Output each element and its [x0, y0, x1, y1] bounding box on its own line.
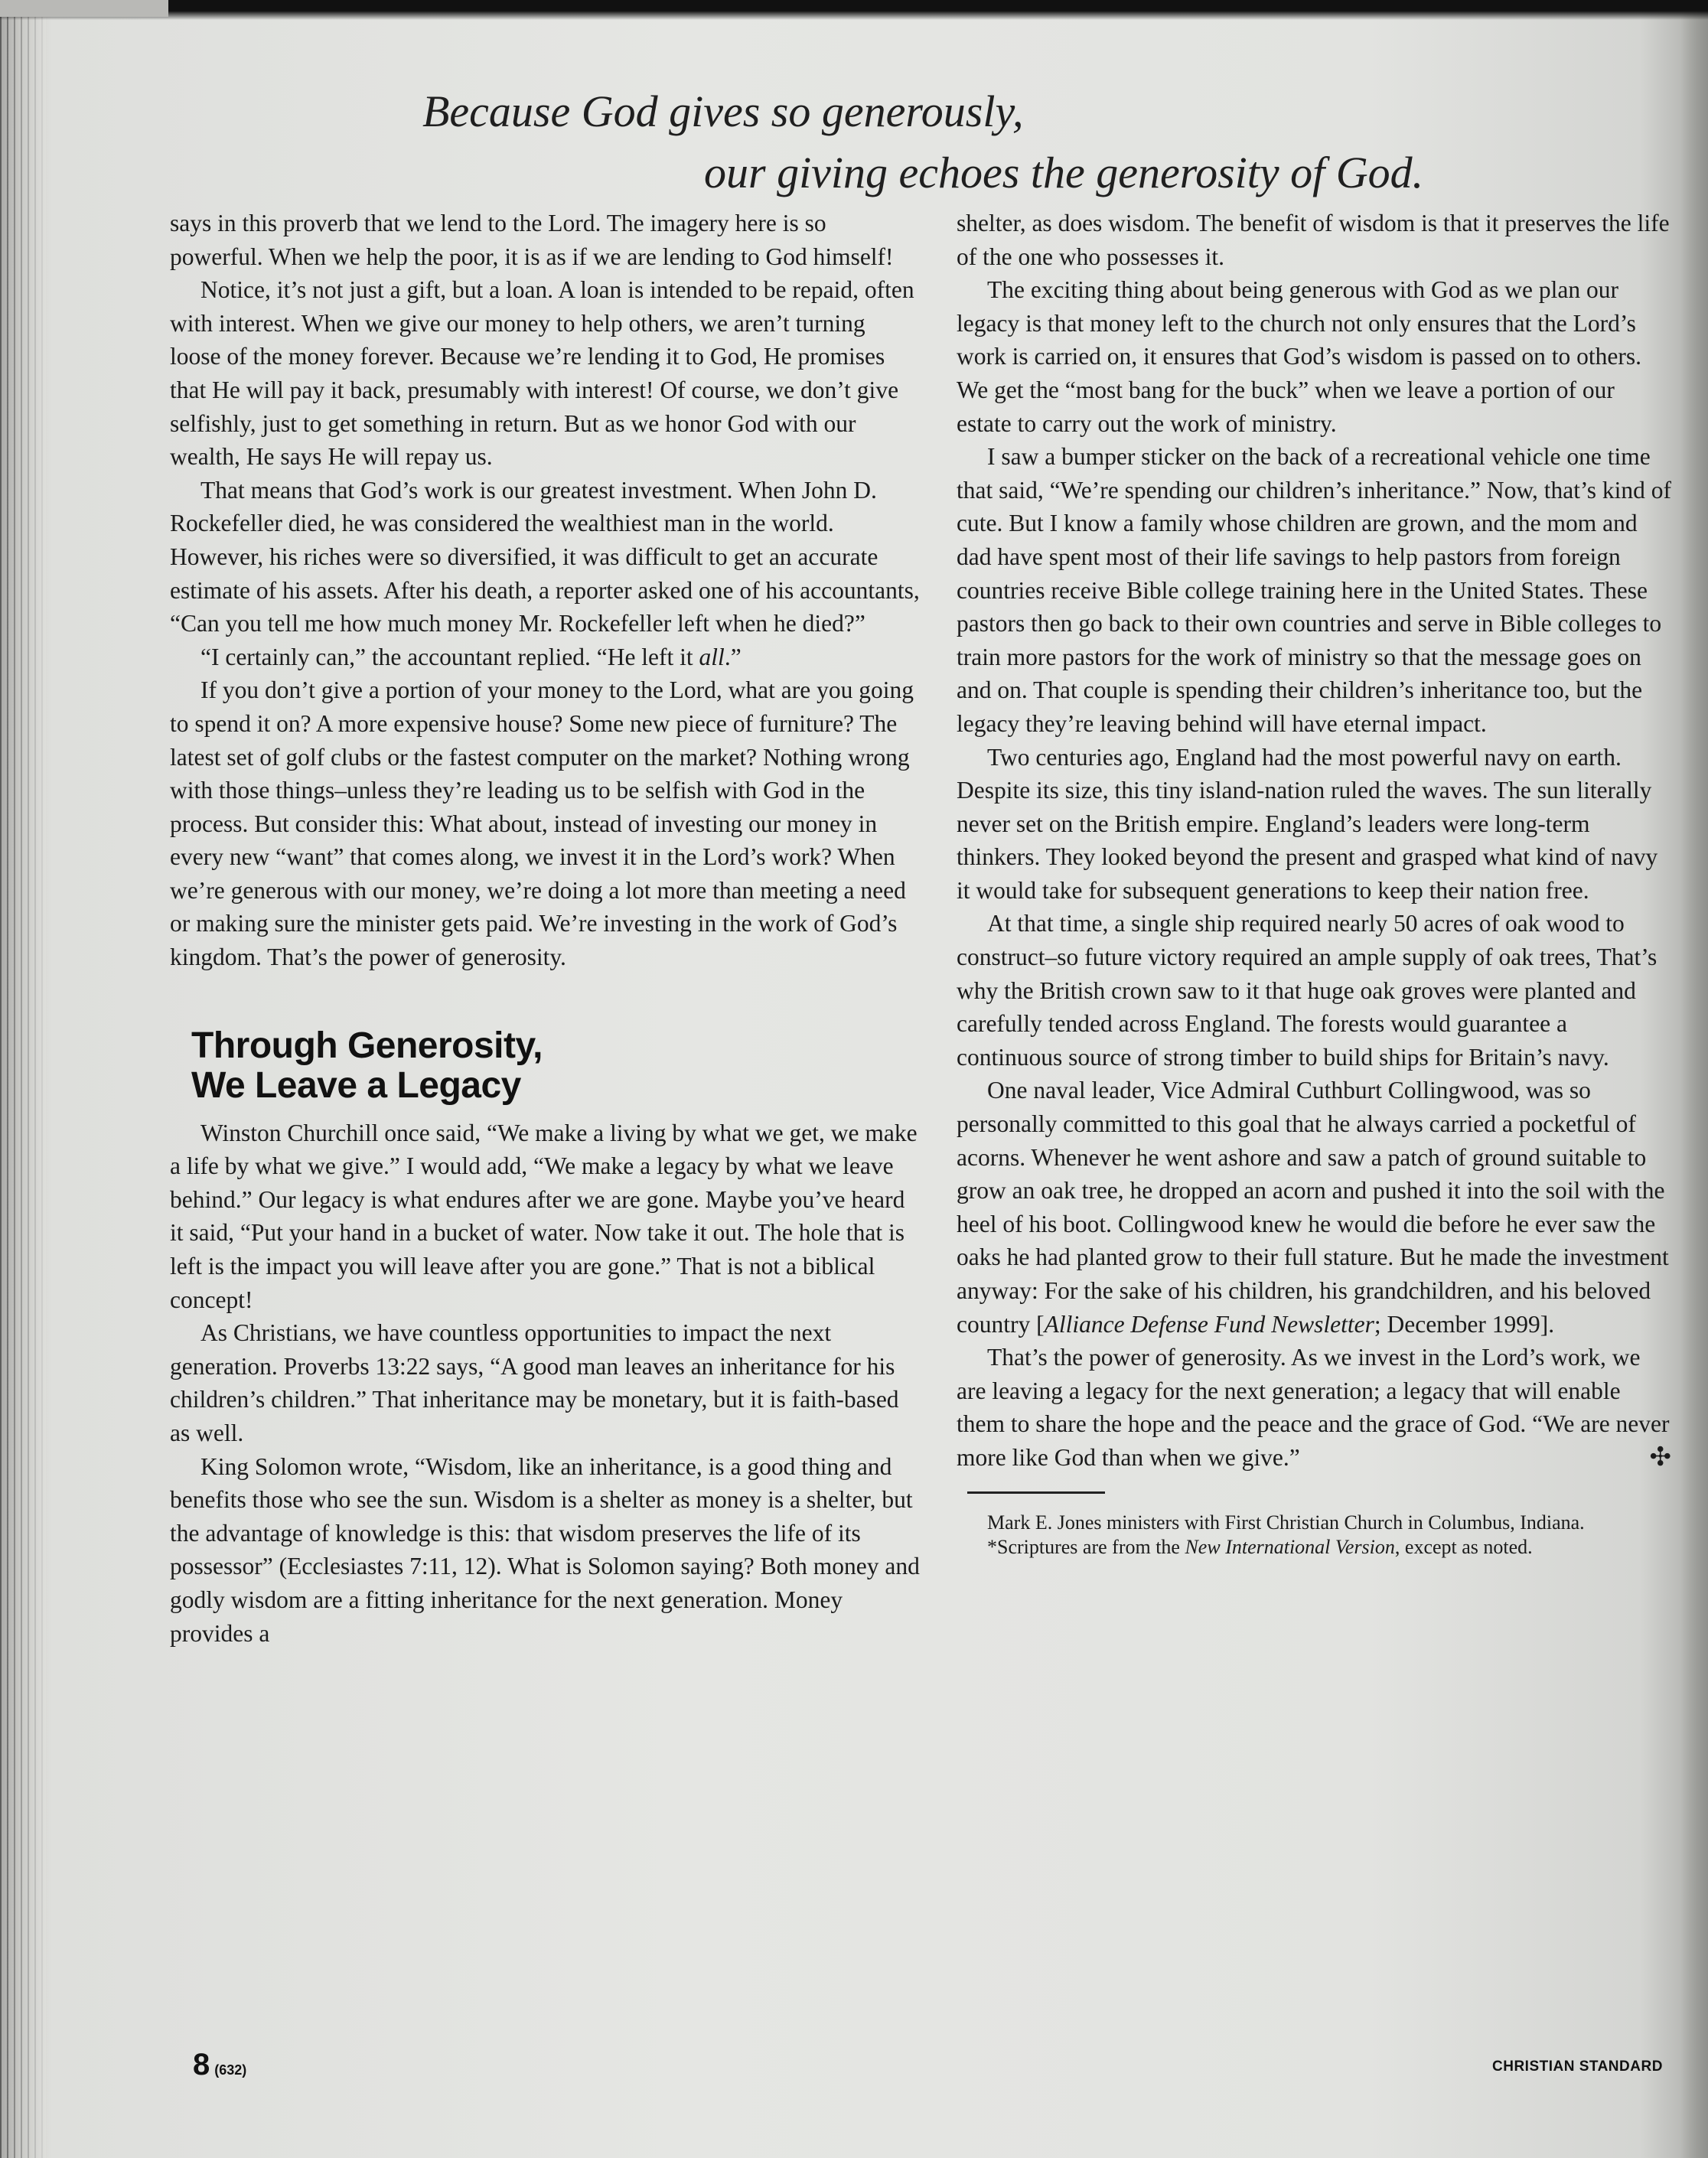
section-heading-line-2: We Leave a Legacy: [191, 1064, 521, 1106]
quote-text: “I certainly can,” the accountant replied. “He left it: [200, 643, 699, 670]
emphasis: all: [699, 643, 725, 670]
body-text: ; December 1999].: [1374, 1310, 1555, 1338]
paragraph: [957, 1341, 1674, 1474]
version-title: New International Version: [1185, 1535, 1395, 1558]
paragraph: Two centuries ago, England had the most powerful navy on earth. Despite its size, this tiny island-nation ruled the waves. The sun literally never set on the British empire. England’s leaders were long-term thinkers. They looked beyond the present and grasped what kind of navy it would take for subsequent generations to keep their nation free.: [957, 743, 1658, 904]
paragraph: As Christians, we have countless opportunities to impact the next generation. Proverbs 13:22 says, “A good man leaves an inheritance for his children’s children.” That inheritance may be monetary, but it is faith-based as well.: [170, 1319, 899, 1446]
citation-title: Alliance Defense Fund Newsletter: [1044, 1310, 1374, 1338]
body-text: One naval leader, Vice Admiral Cuthburt Collingwood, was so personally committed to this goal that he always carried a pocketful of acorns. Whenever he went ashore and saw a patch of ground suitable to grow an oak tree, he dropped an acorn and pushed it into the soil with the heel of his boot. Collingwood knew he would die before he ever saw the oaks he had planted grow to their full stature. But he made the investment anyway: For the sake of his children, his grandchildren, and his beloved country [: [957, 1077, 1669, 1338]
section-heading-line-1: Through Generosity,: [191, 1025, 543, 1066]
pull-quote-line-1: Because God gives so generously,: [422, 86, 1024, 136]
paragraph: Winston Churchill once said, “We make a living by what we get, we make a life by what we give.” I would add, “We make a legacy by what we leave behind.” Our legacy is what endures after we are gone. Maybe you’ve heard it said, “Put your hand in a bucket of water. Now take it out. The hole that is left is the impact you will leave after you are gone.” That is not a biblical concept!: [170, 1119, 918, 1313]
paragraph: shelter, as does wisdom. The benefit of wisdom is that it preserves the life of the one who possesses it.: [957, 210, 1670, 270]
top-edge-shadow: [0, 0, 1708, 20]
paragraph: King Solomon wrote, “Wisdom, like an inheritance, is a good thing and benefits those who see the sun. Wisdom is a shelter as money is a shelter, but the advantage of knowledge is this: that wisdom preserves the life of its possessor” (Ecclesiastes 7:11, 12). What is Solomon saying? Both money and godly wisdom are a fitting inheritance for the next generation. Money provides a: [170, 1452, 920, 1647]
paragraph: [957, 1074, 1674, 1341]
page-curl-shadow: [1680, 0, 1708, 2158]
page-sub-number: (632): [214, 2062, 247, 2078]
binding-edge: [0, 0, 46, 2158]
author-note: Mark E. Jones ministers with First Christian Church in Columbus, Indiana.: [987, 1511, 1585, 1534]
note-text: *Scriptures are from the: [987, 1535, 1185, 1558]
page-folio: [193, 2048, 246, 2082]
right-column: [957, 207, 1674, 1560]
paragraph: At that time, a single ship required nearly 50 acres of oak wood to construct–so future victory required an ample supply of oak trees, That’s why the British crown saw to it that huge oak groves were planted and carefully tended across England. The forests would guarantee a continuous source of strong timber to build ships for Britain’s navy.: [957, 910, 1657, 1071]
body-text: That’s the power of generosity. As we invest in the Lord’s work, we are leaving a legacy for the next generation; a legacy that will enable them to share the hope and the peace and the grace of God. “We are never more like God than when we give.”: [957, 1344, 1670, 1471]
quote-text: .”: [724, 643, 742, 670]
paragraph: If you don’t give a portion of your money to the Lord, what are you going to spend it on? A more expensive house? Some new piece of furniture? The latest set of golf clubs or the fastest computer on the market? Nothing wrong with those things–unless they’re leading us to be selfish with God in the process. But consider this: What about, instead of investing our money in every new “want” that comes along, we invest it in the Lord’s work? When we’re generous with our money, we’re doing a lot more than meeting a need or making sure the minister gets paid. We’re investing in the work of God’s kingdom. That’s the power of generosity.: [170, 676, 914, 971]
end-mark-icon: ✣: [1649, 1442, 1671, 1472]
spacer: [170, 974, 920, 1026]
section-heading: [191, 1026, 920, 1106]
paragraph: That means that God’s work is our greatest investment. When John D. Rockefeller died, he was considered the wealthiest man in the world. However, his riches were so diversified, it was difficult to get an accurate estimate of his assets. After his death, a reporter asked one of his accountants, “Can you tell me how much money Mr. Rockefeller left when he died?”: [170, 476, 920, 637]
pull-quote-line-2: our giving echoes the generosity of God.: [704, 148, 1424, 197]
magazine-name: CHRISTIAN STANDARD: [1492, 2059, 1663, 2075]
paragraph: I saw a bumper sticker on the back of a recreational vehicle one time that said, “We’re spending our children’s inheritance.” Now, that’s kind of cute. But I know a family whose children are grown, and the mom and dad have spent most of their life savings to help pastors from foreign countries receive Bible college training here in the United States. These pastors then go back to their own countries and serve in Bible colleges to train more pastors for the work of ministry so that the message goes on and on. That couple is spending their children’s inheritance too, but the legacy they’re leaving behind will have eternal impact.: [957, 443, 1672, 737]
note-text: , except as noted.: [1394, 1535, 1533, 1558]
page-number: 8: [193, 2048, 210, 2081]
scripture-note: [957, 1535, 1674, 1560]
paragraph: The exciting thing about being generous with God as we plan our legacy is that money left to the church not only ensures that the Lord’s work is carried on, it ensures that God’s wisdom is passed on to others. We get the “most bang for the buck” when we leave a portion of our estate to carry out the work of ministry.: [957, 276, 1641, 437]
paragraph: says in this proverb that we lend to the Lord. The imagery here is so powerful. When we help the poor, it is as if we are lending to God himself!: [170, 210, 894, 270]
pull-quote: [413, 81, 1561, 204]
paragraph: Notice, it’s not just a gift, but a loan. A loan is intended to be repaid, often with interest. When we give our money to help others, we aren’t turning loose of the money forever. Because we’re lending it to God, He promises that He will pay it back, presumably with interest! Of course, we don’t give selfishly, just to get something in return. But as we honor God with our wealth, He says He will repay us.: [170, 276, 914, 471]
footnote-divider: [967, 1491, 1105, 1494]
left-column: [170, 207, 920, 1650]
paragraph: [170, 641, 920, 674]
